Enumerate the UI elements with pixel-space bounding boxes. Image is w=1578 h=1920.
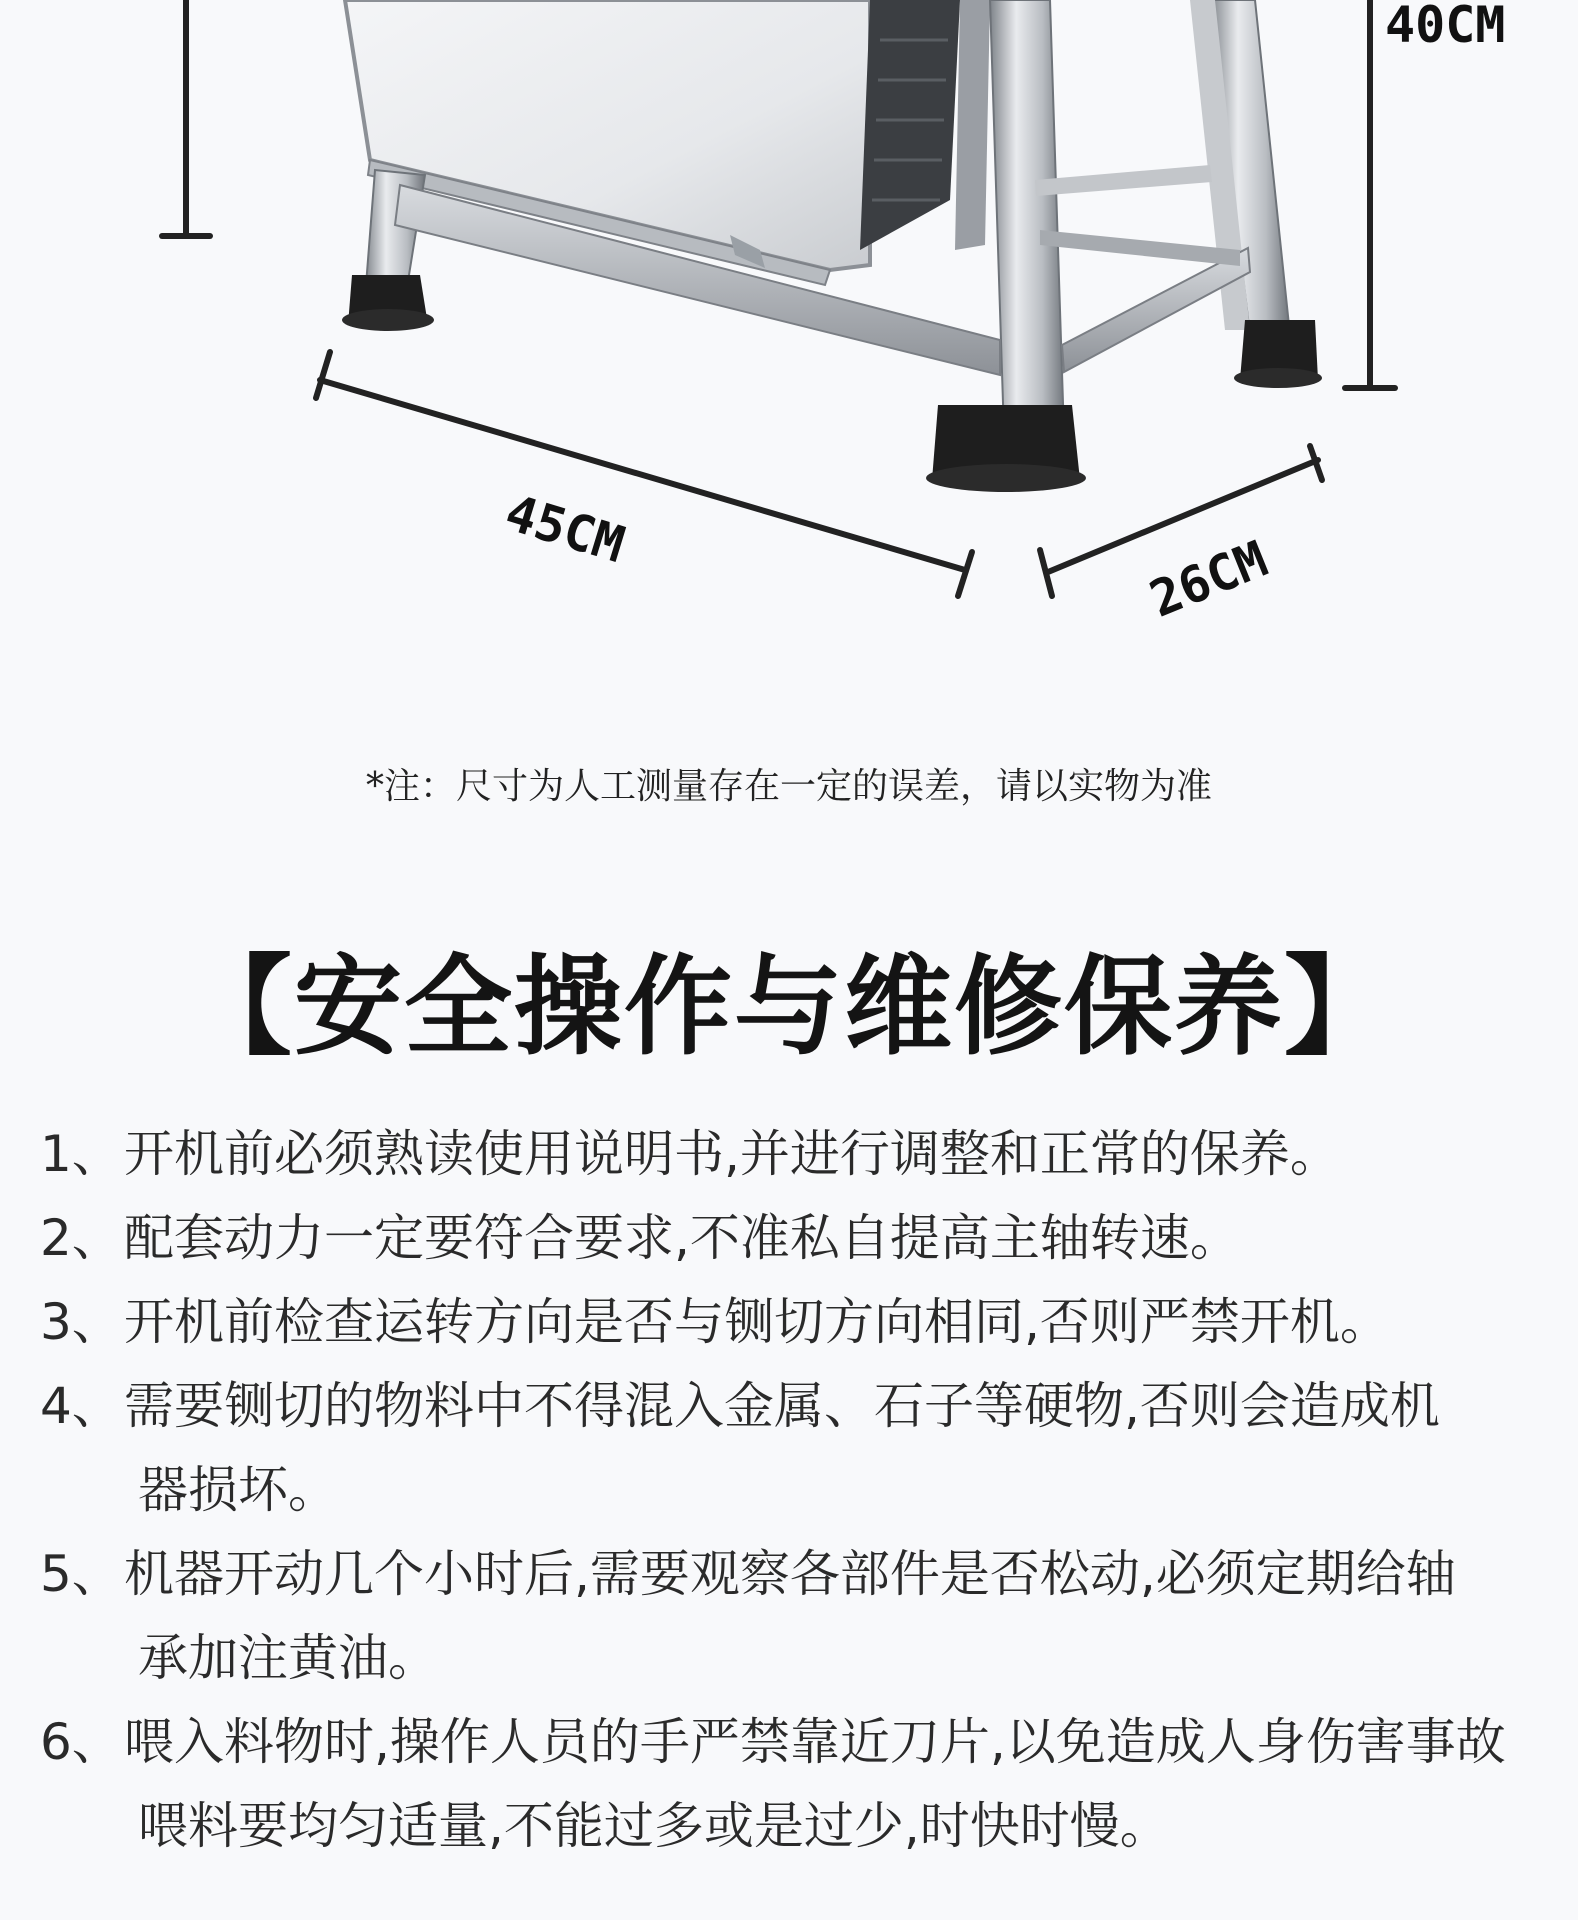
list-item bbox=[40, 1700, 1560, 1868]
length-dimension-label: 45CM bbox=[498, 483, 632, 575]
rule-line-continued: 承加注黄油。 bbox=[138, 1629, 438, 1687]
rule-number: 5、 bbox=[40, 1545, 122, 1603]
length-line bbox=[320, 380, 965, 570]
machine-illustration bbox=[342, 0, 1322, 492]
height-dimension-label: 40CM bbox=[1385, 0, 1506, 54]
rule-line-continued: 器损坏。 bbox=[138, 1461, 338, 1519]
rule-text bbox=[124, 1364, 1560, 1532]
width-line bbox=[1048, 460, 1318, 572]
rule-line: 需要铡切的物料中不得混入金属、石子等硬物,否则会造成机 bbox=[124, 1377, 1440, 1435]
rule-line: 开机前必须熟读使用说明书,并进行调整和正常的保养。 bbox=[124, 1125, 1340, 1183]
rule-line: 机器开动几个小时后,需要观察各部件是否松动,必须定期给轴 bbox=[124, 1545, 1456, 1603]
rule-number: 4、 bbox=[40, 1377, 122, 1435]
width-dimension-label: 26CM bbox=[1141, 529, 1276, 629]
rule-number: 3、 bbox=[40, 1293, 122, 1351]
rule-text bbox=[124, 1112, 1560, 1196]
rule-text bbox=[124, 1700, 1560, 1868]
foot-front-right-base bbox=[926, 464, 1086, 492]
list-item bbox=[40, 1280, 1560, 1364]
length-line-cap-right bbox=[958, 552, 972, 596]
foot-front-left-base bbox=[342, 309, 434, 331]
blade-plate bbox=[955, 0, 990, 250]
list-item bbox=[40, 1112, 1560, 1196]
hopper-inner-side bbox=[860, 0, 960, 250]
list-item bbox=[40, 1532, 1560, 1700]
product-dimension-figure bbox=[0, 0, 1578, 700]
foot-back-right-base bbox=[1234, 368, 1322, 388]
list-item bbox=[40, 1196, 1560, 1280]
safety-rules-list bbox=[40, 1112, 1560, 1868]
length-line-cap-left bbox=[316, 352, 330, 398]
rule-line: 配套动力一定要符合要求,不准私自提高主轴转速。 bbox=[124, 1209, 1240, 1267]
list-item bbox=[40, 1364, 1560, 1532]
rule-number: 1、 bbox=[40, 1125, 122, 1183]
top-side-beam bbox=[1035, 165, 1212, 196]
section-title: 【安全操作与维修保养】 bbox=[183, 945, 1394, 1070]
rule-text bbox=[124, 1532, 1560, 1700]
rule-text bbox=[124, 1196, 1560, 1280]
rule-line: 开机前检查运转方向是否与铡切方向相同,否则严禁开机。 bbox=[124, 1293, 1390, 1351]
rule-line-continued: 喂料要均匀适量,不能过多或是过少,时快时慢。 bbox=[138, 1797, 1170, 1855]
rule-number: 2、 bbox=[40, 1209, 122, 1267]
measurement-note: *注：尺寸为人工测量存在一定的误差，请以实物为准 bbox=[365, 766, 1212, 807]
back-lower-beam bbox=[1040, 230, 1240, 266]
rule-number: 6、 bbox=[40, 1713, 122, 1771]
side-lower-beam bbox=[1062, 248, 1250, 372]
rule-line: 喂入料物时,操作人员的手严禁靠近刀片,以免造成人身伤害事故 bbox=[124, 1713, 1506, 1771]
rule-text bbox=[124, 1280, 1560, 1364]
